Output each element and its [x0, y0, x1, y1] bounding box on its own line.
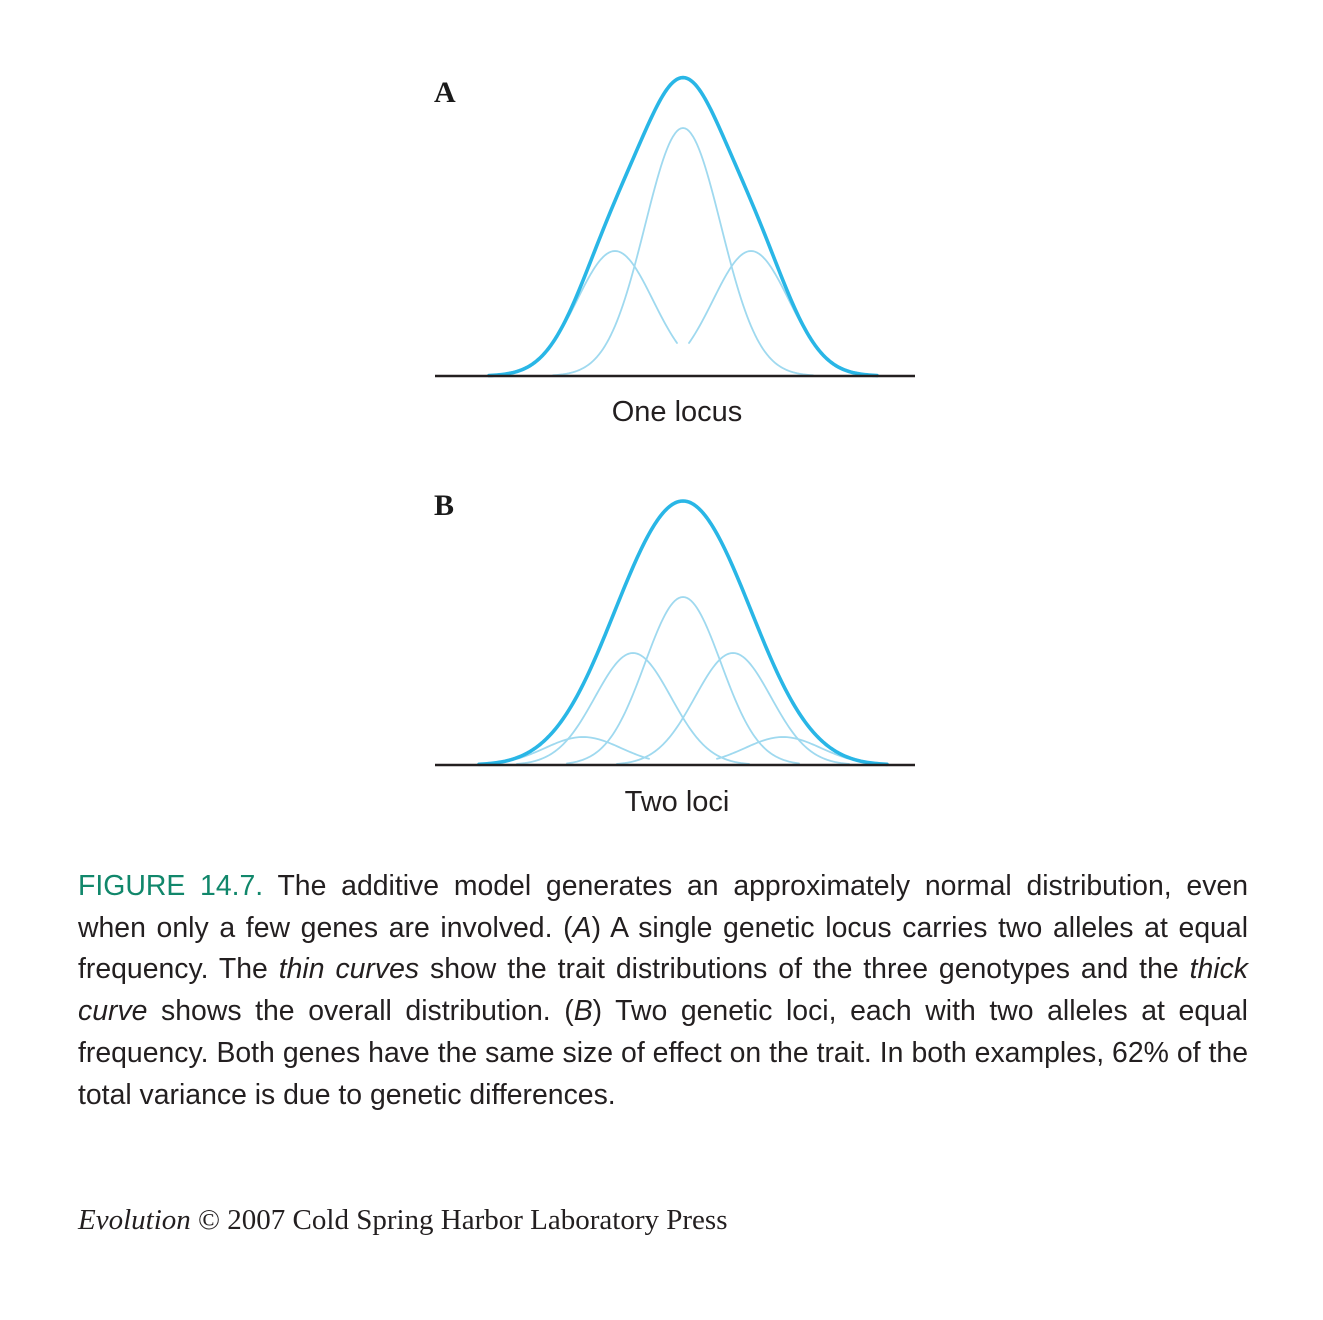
panel-a-thin-curve-center	[553, 128, 813, 375]
caption-text-3: show the trait distributions of the three genotypes and the	[419, 953, 1190, 986]
caption-em-thin-curves: thin curves	[278, 953, 420, 986]
caption-text-2: ) A single genetic locus carries two alleles at equal frequency. The	[78, 911, 1248, 986]
panel-b-thick-curve	[479, 501, 887, 764]
panel-a-letter: A	[434, 76, 456, 109]
panel-b	[434, 489, 915, 818]
caption-ref-b: B	[573, 995, 593, 1028]
panel-a	[434, 76, 915, 428]
figure-caption	[78, 866, 1248, 1116]
panel-a-thin-curve-left	[553, 251, 677, 343]
copyright-credit	[78, 1204, 727, 1237]
caption-em-thick-curve: thick curve	[78, 953, 1248, 1028]
caption-text-5: ) Two genetic loci, each with two alleles at equal frequency. Both genes have the same size of effect on the trait. In both examples, 62% of the total variance is due to genetic differences.	[78, 995, 1248, 1111]
caption-text-4: shows the overall distribution. (	[147, 995, 574, 1028]
panel-b-letter: B	[434, 489, 455, 522]
credit-text: © 2007 Cold Spring Harbor Laboratory Press	[190, 1204, 728, 1236]
book-title: Evolution	[78, 1204, 191, 1236]
caption-ref-a: A	[572, 911, 592, 944]
figure-number: FIGURE 14.7.	[78, 870, 264, 902]
panel-a-label: One locus	[611, 396, 743, 428]
panel-b-label: Two loci	[624, 786, 730, 818]
panel-b-thin-curve-right	[617, 653, 849, 764]
caption-text-1: The additive model generates an approximately normal distribution, even when only a few genes are involved. (	[78, 870, 1248, 944]
panel-a-thick-curve	[489, 78, 877, 376]
panel-b-thin-curve-left	[517, 653, 749, 764]
panel-a-thin-curve-right	[689, 251, 813, 343]
panel-b-thin-curve-center	[567, 597, 799, 763]
